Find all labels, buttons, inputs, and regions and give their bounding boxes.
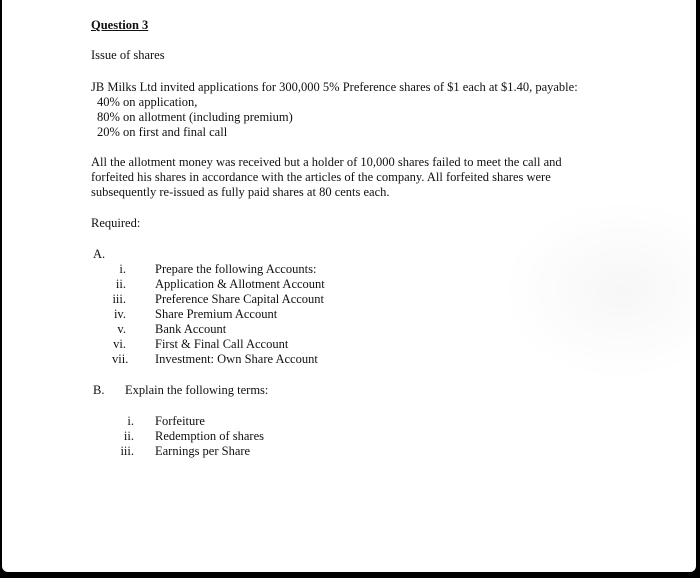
payment-term: 40% on application, [97,95,198,109]
part-a-label: A. [93,247,106,261]
list-item: Earnings per Share [155,444,251,458]
list-item: Share Premium Account [155,307,278,321]
list-number: iv. [113,307,126,321]
list-item: Bank Account [155,322,227,336]
list-item: Investment: Own Share Account [155,352,318,366]
document-page [2,0,696,572]
scenario-line: subsequently re-issued as fully paid shares at 80 cents each. [91,185,390,199]
list-number: vii. [112,352,129,366]
list-number: iii. [112,292,126,306]
list-number: ii. [115,277,126,291]
list-number: vi. [113,337,126,351]
list-number: iii. [120,444,134,458]
list-item: First & Final Call Account [155,337,289,351]
topic-heading: Issue of shares [91,48,165,62]
list-item: Forfeiture [155,414,205,428]
scenario-line: forfeited his shares in accordance with the articles of the company. All forfeited shares were [91,170,551,184]
question-title: Question 3 [91,18,149,32]
scenario-line: All the allotment money was received but a holder of 10,000 shares failed to meet the call and [91,155,562,169]
intro-line: JB Milks Ltd invited applications for 300,000 5% Preference shares of $1 each at $1.40, payable: [91,80,578,94]
list-item: Application & Allotment Account [155,277,325,291]
list-item: Redemption of shares [155,429,265,443]
required-label: Required: [91,216,141,230]
list-item: Prepare the following Accounts: [155,262,317,276]
list-number: v. [117,322,126,336]
part-b-heading: Explain the following terms: [125,383,269,397]
payment-term: 20% on first and final call [97,125,228,139]
list-number: i. [119,262,126,276]
list-item: Preference Share Capital Account [155,292,325,306]
list-number: ii. [123,429,134,443]
photo-glare [502,200,696,380]
part-b-label: B. [93,383,105,397]
payment-term: 80% on allotment (including premium) [97,110,293,124]
list-number: i. [127,414,134,428]
